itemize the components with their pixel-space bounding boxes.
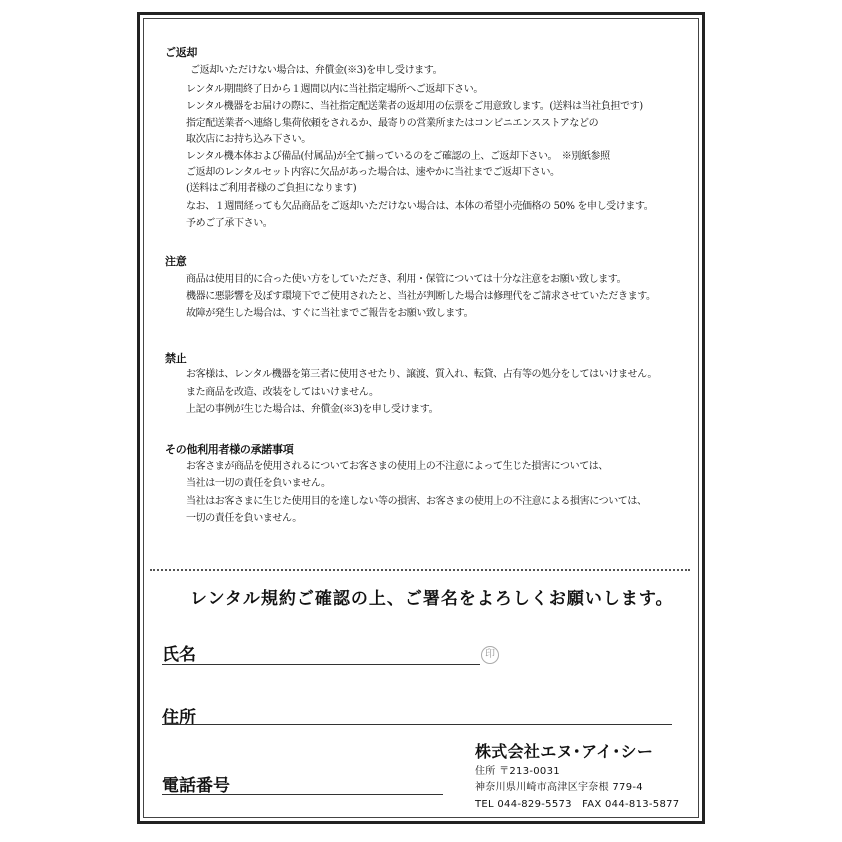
return-line-3: レンタル機器をお届けの際に、当社指定配送業者の返却用の伝票をご用意致します。(送料は当社負担です): [186, 101, 643, 112]
signature-request: レンタル規約ご確認の上、ご署名をよろしくお願いします。: [190, 589, 674, 609]
return-line-9: なお、１週間経っても欠品商品をご返却いただけない場合は、本体の希望小売価格の 50% を申し受けます。: [186, 201, 654, 212]
dotted-separator: [150, 569, 690, 571]
return-line-2: レンタル期間終了日から１週間以内に当社指定場所へご返却下さい。: [186, 84, 483, 95]
company-name: 株式会社エヌ･アイ･シー: [475, 742, 654, 761]
return-line-1: ご返却いただけない場合は、弁償金(※3)を申し受けます。: [190, 65, 443, 76]
other-line-1: お客さまが商品を使用されるについてお客さまの使用上の不注意によって生じた損害については、: [186, 461, 608, 472]
return-line-7: ご返却のレンタルセット内容に欠品があった場合は、速やかに当社までご返却下さい。: [186, 167, 560, 178]
phone-field[interactable]: [162, 794, 443, 795]
seal-mark: 印: [481, 646, 499, 664]
return-line-6: レンタル機本体および備品(付属品)が全て揃っているのをご確認の上、ご返却下さい。 ※別紙参照: [186, 151, 610, 162]
return-line-4: 指定配送業者へ連絡し集荷依頼をされるか、最寄りの営業所またはコンビニエンスストアなどの: [186, 118, 599, 129]
company-contact: TEL 044-829-5573 FAX 044-813-5877: [475, 799, 680, 810]
name-label: 氏名: [162, 645, 196, 665]
section-title-caution: 注意: [165, 255, 187, 268]
prohibited-line-2: また商品を改造、改装をしてはいけません。: [186, 387, 379, 398]
prohibited-line-1: お客様は、レンタル機器を第三者に使用させたり、譲渡、質入れ、転貸、占有等の処分をしてはいけません。: [186, 369, 657, 380]
section-title-return: ご返却: [165, 46, 198, 59]
address-label: 住所: [162, 708, 196, 728]
caution-line-1: 商品は使用目的に合った使い方をしていただき、利用・保管については十分な注意をお願い致します。: [186, 274, 627, 285]
prohibited-line-3: 上記の事例が生じた場合は、弁償金(※3)を申し受けます。: [186, 404, 439, 415]
company-address: 神奈川県川崎市高津区宇奈根 779-4: [475, 782, 643, 793]
return-line-8: (送料はご利用者様のご負担になります): [186, 183, 357, 194]
company-postal: 住所 〒213-0031: [475, 766, 560, 777]
return-line-10: 予めご了承下さい。: [186, 218, 273, 229]
other-line-4: 一切の責任を負いません。: [186, 513, 302, 524]
address-field[interactable]: [162, 724, 672, 725]
section-title-other: その他利用者様の承諾事項: [165, 443, 294, 456]
other-line-3: 当社はお客さまに生じた使用目的を達しない等の損害、お客さまの使用上の不注意による損害については、: [186, 496, 647, 507]
caution-line-3: 故障が発生した場合は、すぐに当社までご報告をお願い致します。: [186, 308, 474, 319]
return-line-5: 取次店にお持ち込み下さい。: [186, 134, 311, 145]
caution-line-2: 機器に悪影響を及ぼす環境下でご使用されたと、当社が判断した場合は修理代をご請求させていただきます。: [186, 291, 656, 302]
section-title-prohibited: 禁止: [165, 352, 187, 365]
phone-label: 電話番号: [162, 776, 230, 796]
name-field[interactable]: [162, 664, 480, 665]
other-line-2: 当社は一切の責任を負いません。: [186, 478, 331, 489]
